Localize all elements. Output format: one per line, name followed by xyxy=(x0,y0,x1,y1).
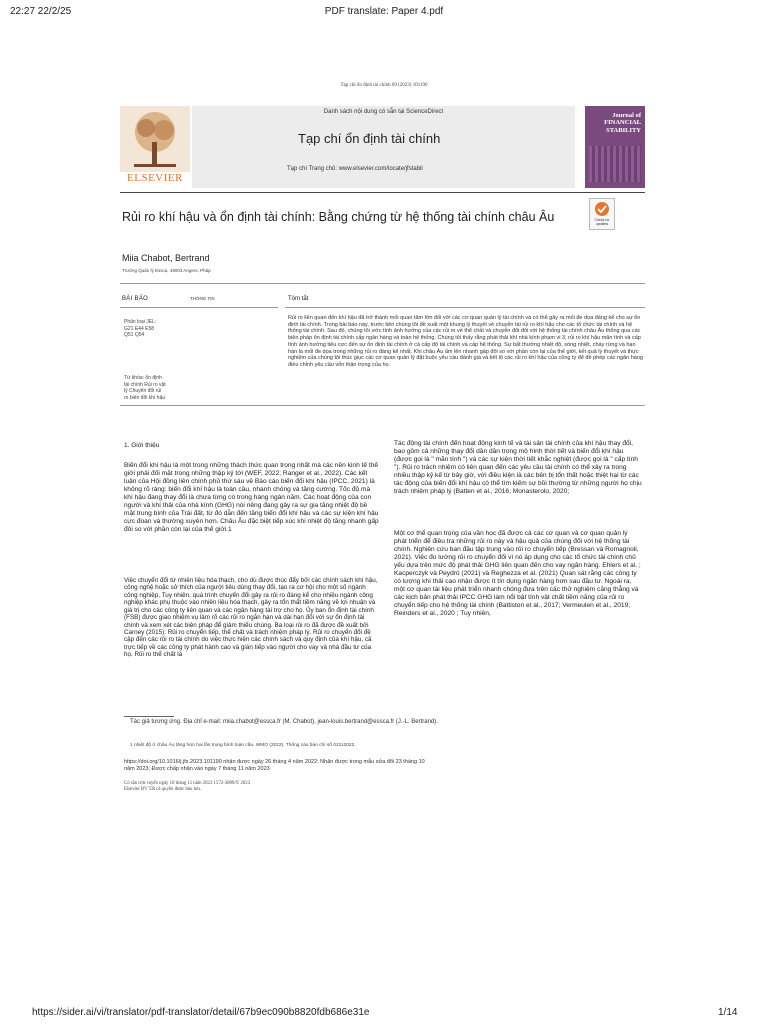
print-url: https://sider.ai/vi/translator/pdf-translator/detail/67b9ec090b8820fdb686e31e xyxy=(32,1007,370,1018)
journal-info-box xyxy=(192,106,575,188)
check-updates-badge[interactable] xyxy=(589,198,615,230)
info-rule-left xyxy=(120,307,278,308)
article-authors: Miia Chabot, Bertrand xyxy=(122,253,210,263)
keyword-line: tài chính Rủi ro vật xyxy=(124,381,166,388)
online-line: Có sẵn trực tuyến ngày 10 tháng 11 năm 2023 1572-3089/© 2023 xyxy=(124,781,251,786)
abstract-text: Rủi ro liên quan đến khí hậu đã trở thành mối quan tâm lớn đối với các cơ quan quản lý tài chính và có thể gây ra mối đe dọa đáng kể cho sự ổn định tài chính. Trong bài báo này, trước tiên chúng tôi đề xuất một khung lý thuyết về chuyển tải rủi ro khí hậu cho các tổ chức tài chính và hệ thống tài chính. Sau đó, chúng tôi ước tính ảnh hưởng của các rủi ro về thể chất và chuyển đổi đối với hệ thống tài chính châu Âu thông qua các biện pháp ổn định tài chính cấp ngân hàng và toàn hệ thống. Chúng tôi thấy rằng phát thải khí nhà kính phạm vi 3, rủi ro khí hậu mãn tính và cấp tính ảnh hưởng tiêu cực đến sự ổn định tài chính ở cả cấp độ tài chính và cấp hệ thống. Sự bất thường nhiệt độ, sóng nhiệt, cháy rừng và hạn hán là mối đe dọa trong những rủi ro đáng kể nhất. Khi châu Âu ấm lên nhanh gấp đôi so với phần còn lại của thế giới, kết quả lý thuyết và thực nghiệm của chúng tôi thúc giục các cơ quan quản lý đặt buộc yêu cầu đánh giá và tiết lộ các rủi ro khí hậu của công ty để đề phép các ngân hàng điều chỉnh yêu cầu vốn thận trọng của họ. xyxy=(288,315,643,368)
elsevier-tree-icon xyxy=(120,106,190,172)
cover-pattern xyxy=(589,146,641,182)
print-datetime: 22:27 22/2/25 xyxy=(10,6,72,17)
journal-name: Tạp chí ổn định tài chính xyxy=(298,131,441,146)
print-title: PDF translate: Paper 4.pdf xyxy=(324,6,444,17)
journal-banner xyxy=(120,106,645,188)
keyword-line: ro biến đổi khí hậu xyxy=(124,394,166,401)
keyword-line: lý Chuyển đổi rủi xyxy=(124,388,162,394)
col1-paragraph-1: Biến đổi khí hậu là một trong những thách thức quan trọng nhất mà các nền kinh tế thế giới phải đối mặt trong những thập kỷ tới (WEF, 2022; Ranger et al., 2022). Các kết luận của Hội đồng liên chính phủ thứ sáu về Báo cáo biến đổi khí hậu (IPCC, 2021) là không rõ ràng: biến đổi khí hậu là toàn cầu, nhanh chóng và tăng cường. Tốc độ mà khí hậu đang thay đổi là chưa từng có trong hàng ngàn năm. Các hoạt động của con người và khí thải của nhà kính (GHG) nói riêng đang gây ra sự gia tăng nhiệt độ bề mặt trung bình của Trái đất, từ đó dẫn đến tăng biến đổi khí hậu và các sự kiện khí hậu cực đoan và thường xuyên hơn. Châu Âu đặc biệt tiếp xúc khi nhiệt độ tăng nhanh gấp đôi so với phần còn lại của thế giới.1 xyxy=(124,462,379,534)
keyword-line: Từ khóa: ổn định xyxy=(124,375,162,381)
jel-line: G21 E44 E58 xyxy=(124,325,155,332)
col2-paragraph-1: Tác động tài chính đến hoạt động kinh tế và tài sản tài chính của khí hậu thay đổi, bao gồm cả những thay đổi dần dần trong mô hình thời tiết và biến đổi khí hậu (được gọi là " mãn tính ") và các sự kiện thời tiết khắc nghiệt (được gọi là " cấp tính "). Rủi ro trách nhiệm có liên quan đến các yêu cầu tài chính có thể xảy ra trong nhiều thập kỷ kế từ bây giờ, với điều kiện là các bên bị tổn thất hoặc thiệt hại từ các tác động của biến đổi khí hậu có thể tìm kiếm sự bồi thường từ những người họ chịu trách nhiệm pháp lý (Batten et al., 2016; Monasterolo, 2020; xyxy=(394,440,642,496)
col1-paragraph-2: Việc chuyển đổi từ nhiên liệu hóa thạch, cho dù được thúc đẩy bởi các chính sách khí hậu, công nghệ hoặc sở thích của người tiêu dùng thay đổi, tạo ra cơ hội cho một số ngành công nghiệp. Tuy nhiên, quá trình chuyển đổi gây ra rủi ro đáng kể cho nhiều ngành công nghiệp khác phụ thuộc vào nhiên liệu hóa thạch, gây ra tổn thất tiềm năng về lợi nhuận và giá trị cho các công ty liên quan và các ngân hàng tài trợ cho họ. Ủy ban ổn định tài chính (FSB) được giao nhiệm vụ làm rõ các rủi ro ngắn hạn và dài hạn đối với sự ổn định tài chính và xem xét các biện pháp để giảm thiểu chúng. Ba loại rủi ro đã được đề xuất bởi Carney (2015): Rủi ro chuyển tiếp, thể chất và trách nhiệm pháp lý. Rủi ro chuyển đổi đề cập đến các rủi ro tài chính do việc thực hiện các chính sách và quy định của khí hậu, cả trực tiếp về các công ty phát hành cao và gián tiếp vào người cho vay và nhà đầu tư của họ. Rủi ro thể chất là xyxy=(124,577,378,659)
abstract-rule xyxy=(120,405,645,406)
corresponding-author: Tác giả tương ứng. Địa chỉ e-mail: miia.chabot@essca.fr (M. Chabot), jean-louis.bertrand@essca.fr (J.-L. Bertrand). xyxy=(130,719,438,725)
article-info-subheading: THÔNG TIN xyxy=(190,296,215,301)
banner-rule xyxy=(120,192,645,193)
abstract-heading: Tóm tắt xyxy=(288,296,309,302)
check-updates-label: Check for updates xyxy=(594,218,610,226)
update-icon xyxy=(590,199,614,219)
jel-line: Phân loại JEL: xyxy=(124,319,157,325)
journal-cover xyxy=(585,106,645,188)
title-rule xyxy=(120,283,645,284)
article-title: Rủi ro khí hậu và ổn định tài chính: Bằng chứng từ hệ thống tài chính châu Âu xyxy=(122,210,555,224)
jel-line: Q51 Q54 xyxy=(124,332,145,338)
footnote-rule xyxy=(124,716,174,717)
elsevier-wordmark: ELSEVIER xyxy=(127,172,183,184)
print-page-number: 1/14 xyxy=(718,1007,738,1018)
elsevier-logo xyxy=(120,106,190,188)
info-rule-right xyxy=(285,307,645,308)
keywords xyxy=(124,375,204,401)
homepage-line: Tạp chí Trang chủ: www.elsevier.com/locate/jfstabil xyxy=(287,166,423,172)
citation-line: Tạp chí ổn định tài chính 69 (2023) 101190 xyxy=(340,83,428,88)
col2-paragraph-2: Một cơ thể quan trọng của văn học đã được cả các cơ quan và cơ quan quản lý phát triển để điều tra những rủi ro này và hậu quả của chúng đối với hệ thống tài chính. Nghiên cứu ban đầu tập trung vào rủi ro chuyển tiếp (Bressan và Romagnoli, 2021). Việc đo lường rủi ro chuyển đổi vì nó áp dụng cho các tổ chức tài chính chủ yếu dựa trên mức độ phát thải GHG liên quan đến cho vay ngân hàng. Ehlers et al. ; Kacperczyk và Peydró (2021) và Reghezza et al. (2021) Quan sát rằng các công ty có lượng khí thải cao nhận được ít tín dụng ngân hàng hơn sau đầu tư. Ngoài ra, một cơ quan tài liệu phát triển nhanh chóng đưa trên các thử nghiệm căng thẳng và các kịch bản phát thải IPCC GHG làm nổi bật tính vật chất tiềm năng của rủi ro chuyển tiếp cho hệ thống tài chính (Battiston et al., 2017; Vermeulen et al., 2019; Reinders et al., 2020 ; Tuy nhiên, xyxy=(394,530,641,618)
jel-classification xyxy=(124,319,204,339)
contents-line: Danh sách nội dung có sẵn tại ScienceDirect xyxy=(323,109,444,115)
article-info-heading: BÀI BÁO xyxy=(122,296,149,302)
rights-line: Elsevier BV Tất cả quyền được bảo lưu. xyxy=(124,787,202,792)
footnote-1: 1 nhiệt độ ở châu Âu tăng hơn hai lần trung bình toàn cầu. WMO (2022). Thông cáo báo chí số 02112022. xyxy=(130,743,356,748)
cover-title: Journal of FINANCIAL STABILITY xyxy=(604,112,641,134)
doi-line[interactable]: https://doi.org/10.1016/j.jfs.2023.101190 nhận được ngày 26 tháng 4 năm 2022; Nhận được trong mẫu sửa đổi 23 tháng 10 năm 2023; Được chấp nhận vào ngày 7 tháng 11 năm 2023 xyxy=(124,759,425,772)
section-heading: 1. Giới thiệu xyxy=(124,442,160,449)
affiliation: Trường Quản lý Essca, 49003 Angers, Pháp xyxy=(122,268,211,273)
